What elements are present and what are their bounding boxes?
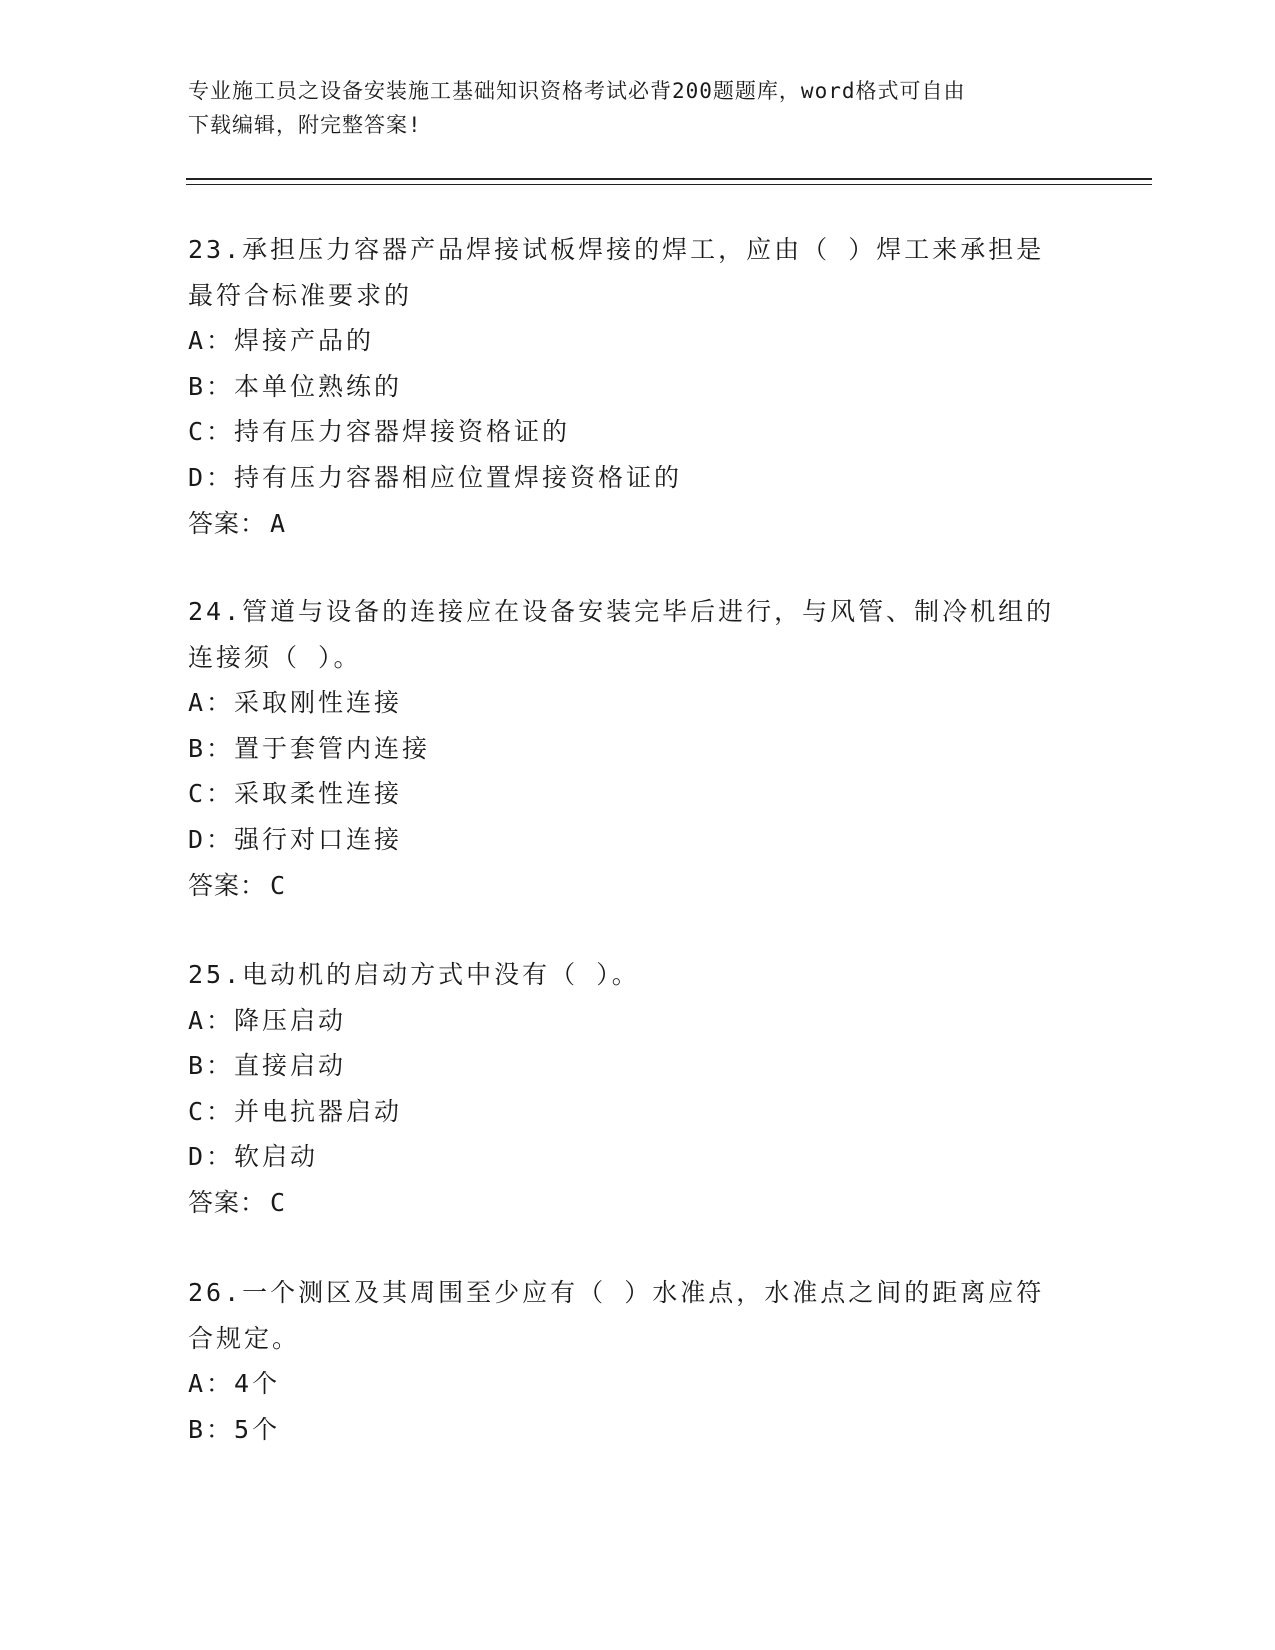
question-stem-line: 合规定。	[188, 1323, 301, 1353]
header-title-line-2: 下载编辑，附完整答案!	[188, 113, 422, 137]
option-a: A：4个	[188, 1369, 281, 1399]
question-stem-line: 最符合标准要求的	[188, 280, 413, 310]
answer-line	[188, 863, 1088, 909]
answer-label: 答案：	[188, 1187, 267, 1217]
question-stem-line: 24.管道与设备的连接应在设备安装完毕后进行，与风管、制冷机组的	[188, 597, 1055, 626]
question-stem-line: 连接须（ ）。	[188, 642, 362, 672]
answer-line	[188, 1180, 1088, 1226]
document-header	[188, 74, 1068, 142]
option-b: B：本单位熟练的	[188, 371, 403, 401]
answer-label: 答案：	[188, 508, 267, 538]
answer-value: C	[270, 870, 287, 900]
option-c: C：采取柔性连接	[188, 779, 403, 809]
header-title-line-1: 专业施工员之设备安装施工基础知识资格考试必背200题题库，word格式可自由	[188, 79, 966, 103]
option-c: C：持有压力容器焊接资格证的	[188, 417, 571, 447]
header-divider	[186, 178, 1152, 185]
question-23	[188, 227, 1088, 546]
question-24	[188, 589, 1088, 908]
option-b: B：置于套管内连接	[188, 733, 431, 763]
question-stem-line: 26.一个测区及其周围至少应有（ ）水准点，水准点之间的距离应符	[188, 1278, 1045, 1307]
question-stem-line: 25.电动机的启动方式中没有（ ）。	[188, 960, 640, 989]
option-a: A：降压启动	[188, 1005, 347, 1035]
option-d: D：持有压力容器相应位置焊接资格证的	[188, 462, 683, 492]
question-25	[188, 952, 1088, 1226]
option-b: B：直接启动	[188, 1051, 347, 1081]
question-26	[188, 1270, 1088, 1452]
option-b: B：5个	[188, 1414, 281, 1444]
question-stem-line: 23.承担压力容器产品焊接试板焊接的焊工，应由（ ）焊工来承担是	[188, 235, 1045, 264]
option-d: D：软启动	[188, 1142, 319, 1172]
option-d: D：强行对口连接	[188, 824, 403, 854]
option-a: A：采取刚性连接	[188, 688, 403, 718]
answer-line	[188, 501, 1088, 547]
answer-value: C	[270, 1187, 287, 1217]
answer-value: A	[270, 508, 287, 538]
option-a: A：焊接产品的	[188, 326, 375, 356]
option-c: C：并电抗器启动	[188, 1096, 403, 1126]
answer-label: 答案：	[188, 870, 267, 900]
